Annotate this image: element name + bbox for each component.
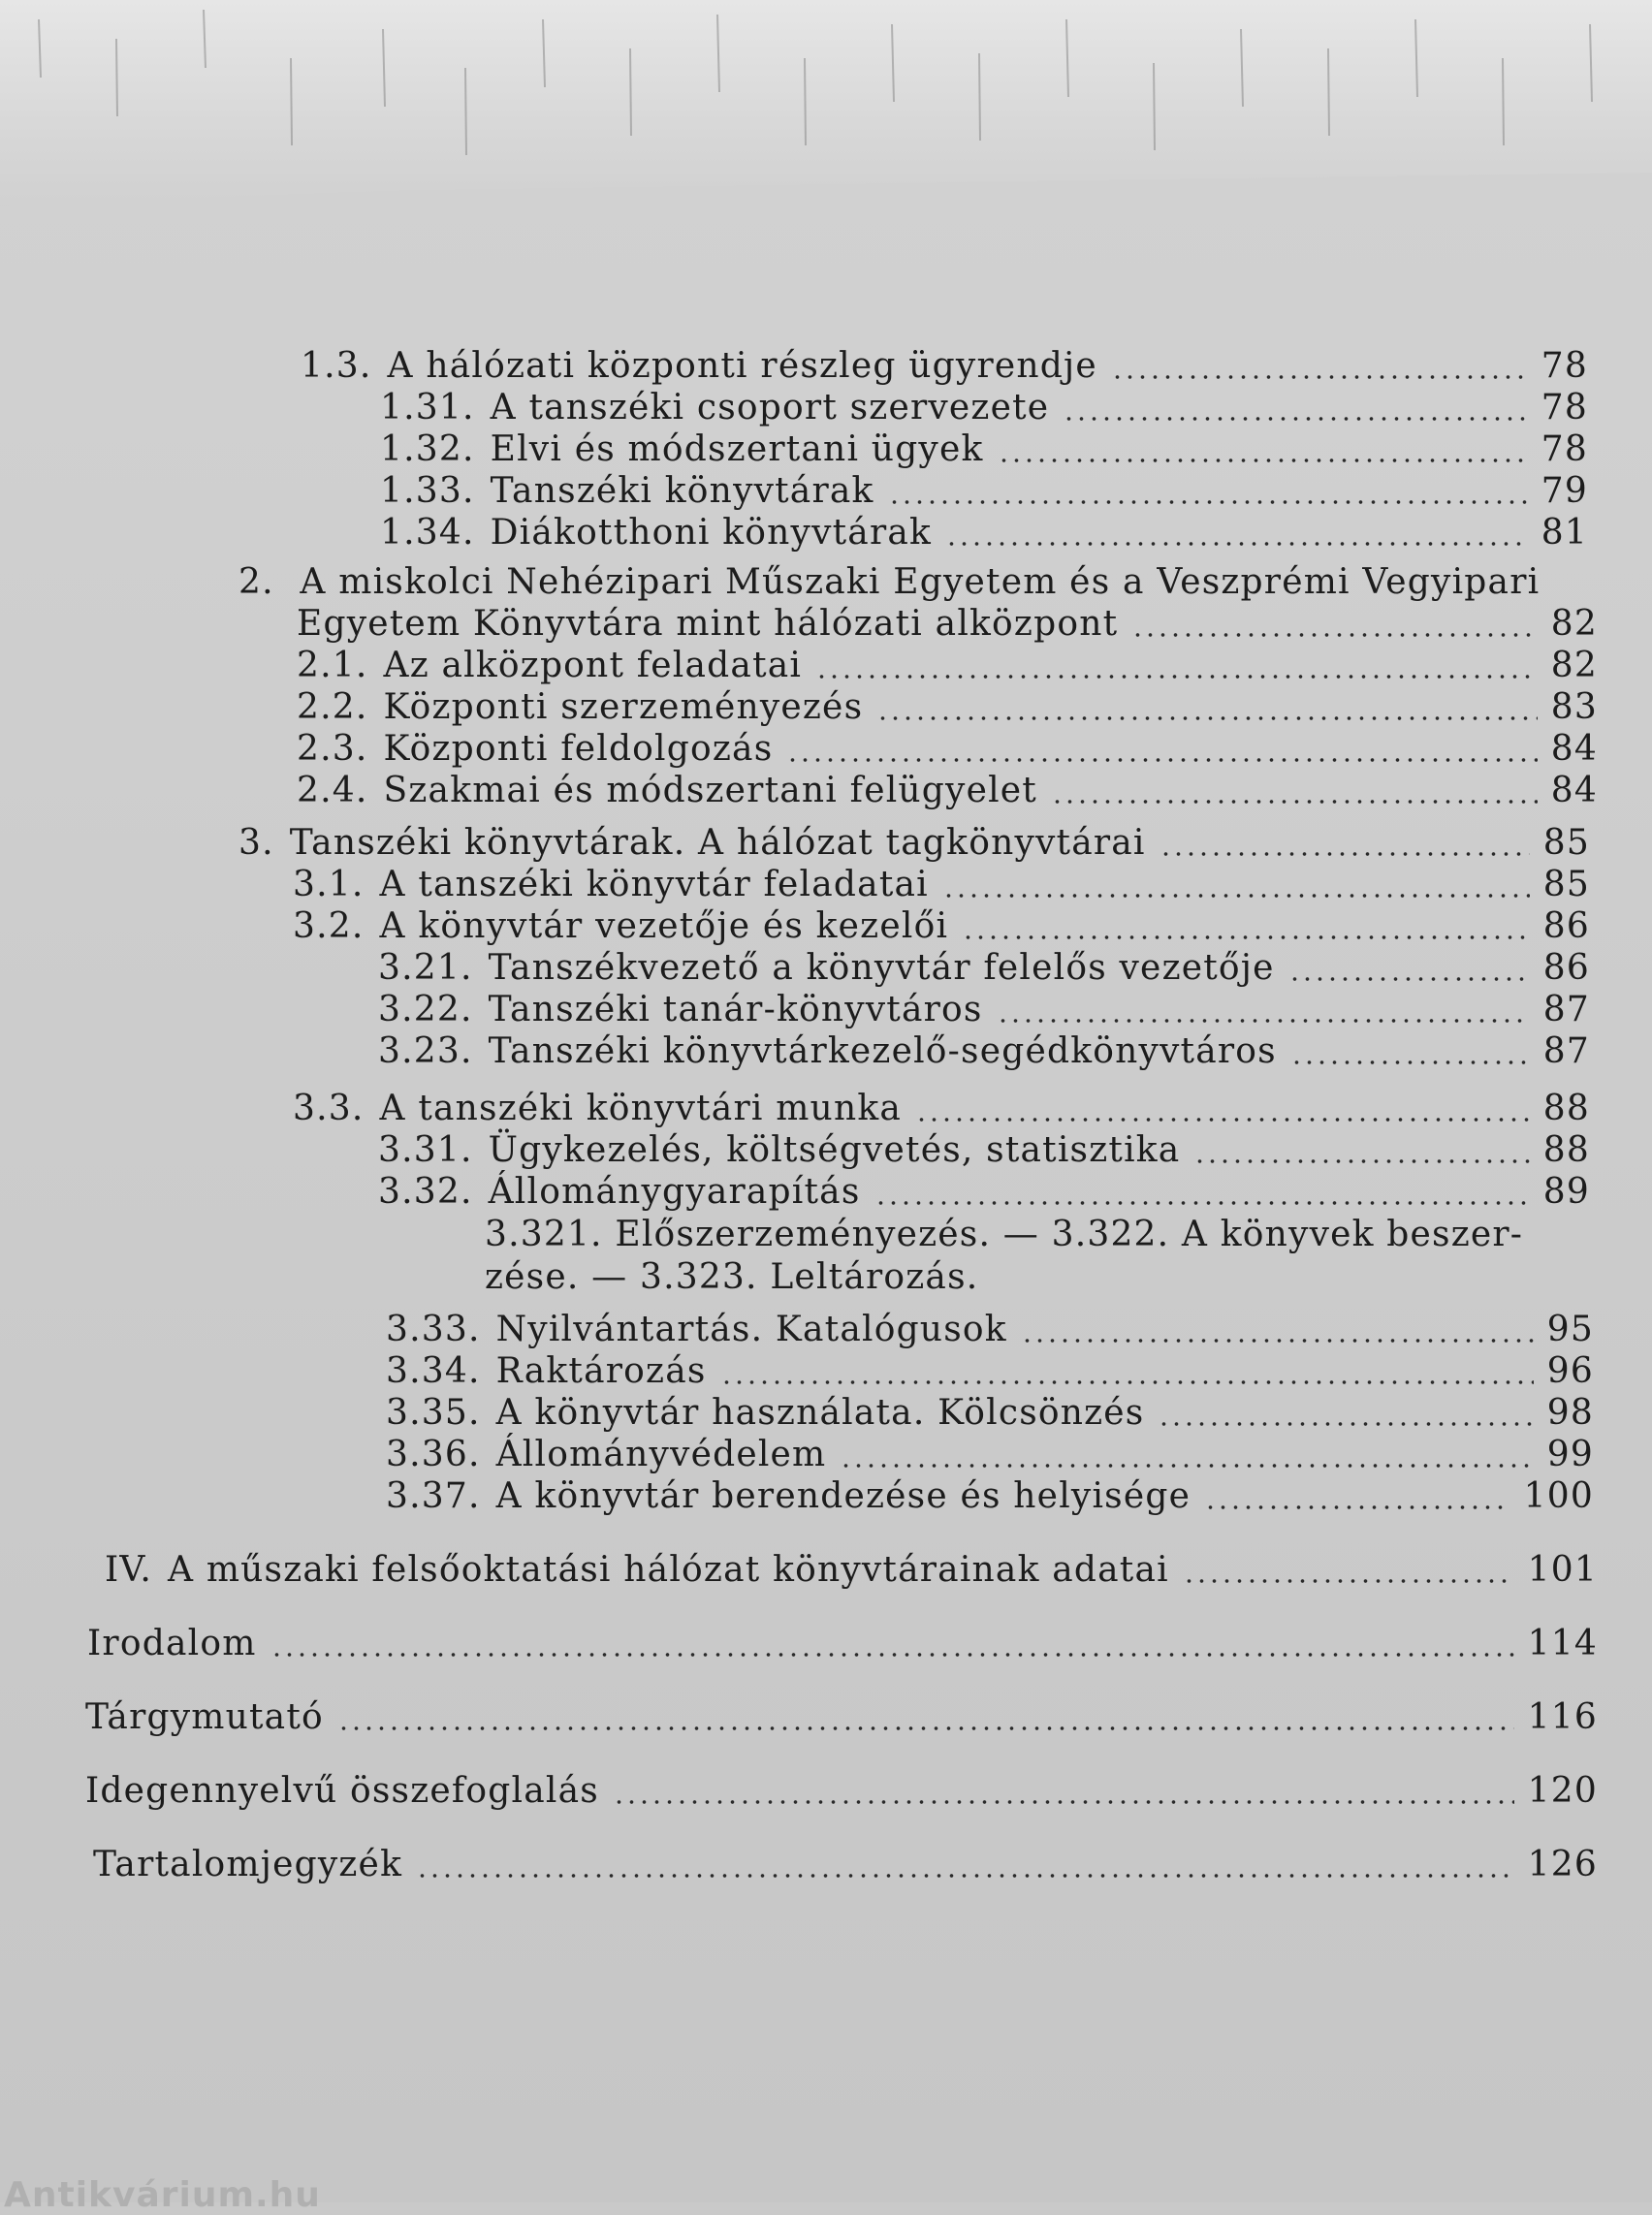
toc-entry-title: Tanszéki tanár-könyvtáros (488, 990, 983, 1029)
toc-entry-title: Idegennyelvű összefoglalás (85, 1771, 599, 1811)
dot-leader (613, 1800, 1514, 1804)
toc-entry (378, 1129, 1590, 1172)
toc-entry-page: 78 (1541, 346, 1588, 386)
toc-entry-number: 3.34. (386, 1351, 481, 1391)
toc-entry (238, 561, 1540, 604)
toc-entry-title: A hálózati központi részleg ügyrendje (387, 346, 1097, 386)
toc-entry-title: Nyilvántartás. Katalógusok (495, 1310, 1007, 1349)
toc-entry-number: 2.1. (297, 646, 368, 685)
dot-leader (1288, 977, 1530, 981)
toc-entry-title: Tanszékvezető a könyvtár felelős vezetője (488, 948, 1275, 988)
toc-entry-number: 3.36. (386, 1435, 481, 1474)
toc-entry-page: 99 (1546, 1435, 1594, 1474)
toc-entry (293, 1088, 1590, 1130)
toc-entry-title: Diákotthoni könyvtárak (490, 513, 933, 553)
dot-leader (1111, 375, 1528, 379)
toc-entry-page: 98 (1546, 1393, 1594, 1433)
toc-entry-title: Központi szerzeményezés (383, 687, 864, 727)
toc-entry-page: 82 (1550, 604, 1598, 644)
toc-entry-number: 3.32. (378, 1172, 473, 1212)
toc-entry (380, 470, 1588, 513)
dot-leader (874, 1201, 1530, 1205)
toc-entry (105, 1549, 1598, 1592)
dot-leader (720, 1380, 1534, 1384)
toc-entry-title: Tartalomjegyzék (93, 1845, 403, 1884)
toc-entry-number: 3.2. (293, 906, 365, 946)
toc-entry (301, 345, 1588, 388)
dot-leader (942, 894, 1530, 898)
watermark: Antikvárium.hu (4, 2175, 321, 2215)
toc-entry-title: Tanszéki könyvtárkezelő-segédkönyvtáros (488, 1031, 1277, 1071)
dot-leader (1063, 417, 1528, 421)
toc-entry (380, 512, 1588, 554)
toc-entry-title: Központi feldolgozás (383, 729, 774, 769)
dot-leader (1158, 1422, 1533, 1426)
dot-leader (997, 1019, 1530, 1023)
toc-entry-page: 87 (1542, 990, 1590, 1029)
toc-subentry-note: zése. — 3.323. Leltározás. (485, 1257, 979, 1297)
toc-entry (297, 728, 1598, 771)
toc-entry (87, 1623, 1598, 1665)
dot-leader (1021, 1339, 1534, 1343)
toc-entry-number: 1.31. (380, 388, 475, 427)
toc-entry (380, 428, 1588, 471)
dot-leader (1183, 1579, 1514, 1583)
toc-entry-page: 79 (1541, 471, 1588, 511)
toc-entry-title: A könyvtár használata. Kölcsönzés (495, 1393, 1145, 1433)
dot-leader (840, 1464, 1533, 1468)
dot-leader (1051, 800, 1538, 804)
toc-subentry-note: 3.321. Előszerzeményezés. — 3.322. A könyvek beszer- (485, 1215, 1524, 1254)
toc-entry-number: IV. (105, 1550, 152, 1590)
toc-entry-number: 3.21. (378, 948, 473, 988)
toc-entry-title: A könyvtár berendezése és helyisége (495, 1476, 1191, 1516)
toc-entry-page: 83 (1550, 687, 1598, 727)
toc-entry-page: 78 (1541, 388, 1588, 427)
toc-entry-page: 126 (1527, 1845, 1598, 1884)
toc-entry-page: 95 (1546, 1310, 1594, 1349)
toc-entry-title: Elvi és módszertani ügyek (490, 429, 984, 469)
toc-entry-number: 3.37. (386, 1476, 481, 1516)
toc-entry-title: Az alközpont feladatai (383, 646, 803, 685)
toc-entry-number: 1.34. (380, 513, 475, 553)
toc-entry-title: Irodalom (87, 1624, 257, 1663)
toc-entry-number: 3.22. (378, 990, 473, 1029)
toc-entry-page: 120 (1527, 1771, 1598, 1811)
toc-entry-title: Egyetem Könyvtára mint hálózati alközpont (297, 604, 1119, 644)
toc-entry (386, 1475, 1594, 1518)
toc-entry-title: Raktározás (495, 1351, 707, 1391)
toc-entry (297, 770, 1598, 812)
toc-entry-title: A miskolci Nehézipari Műszaki Egyetem és a Veszprémi Vegyipari (300, 562, 1541, 602)
toc-entry-page: 96 (1546, 1351, 1594, 1391)
toc-entry (386, 1350, 1594, 1393)
toc-entry-title: Állománygyarapítás (488, 1172, 861, 1212)
toc-entry (85, 1770, 1598, 1813)
dot-leader (962, 935, 1530, 939)
toc-entry-title: A tanszéki könyvtári munka (379, 1089, 903, 1128)
toc-entry-title: Szakmai és módszertani felügyelet (383, 771, 1037, 810)
toc-entry-number: 3.3. (293, 1089, 365, 1128)
toc-entry-page: 84 (1550, 771, 1598, 810)
dot-leader (1290, 1060, 1530, 1064)
toc-entry (293, 864, 1590, 906)
toc-entry-page: 84 (1550, 729, 1598, 769)
dot-leader (270, 1653, 1514, 1657)
dot-leader (915, 1118, 1530, 1122)
toc-entry-title: Tárgymutató (85, 1697, 324, 1737)
toc-entry-title: Állományvédelem (495, 1435, 827, 1474)
toc-entry (378, 1171, 1590, 1214)
dot-leader (888, 500, 1528, 504)
toc-entry-number: 3.33. (386, 1310, 481, 1349)
toc-entry (386, 1309, 1594, 1351)
toc-entry-title: A tanszéki csoport szervezete (490, 388, 1050, 427)
toc-entry (386, 1434, 1594, 1476)
toc-entry (297, 645, 1598, 687)
dot-leader (416, 1874, 1514, 1878)
toc-entry-page: 85 (1542, 823, 1590, 863)
toc-entry (85, 1696, 1598, 1739)
dot-leader (815, 675, 1538, 679)
toc-entry-page: 78 (1541, 429, 1588, 469)
toc-entry-page: 116 (1527, 1697, 1598, 1737)
dot-leader (1160, 852, 1530, 856)
toc-entry-page: 114 (1527, 1624, 1598, 1663)
toc-entry-number: 1.33. (380, 471, 475, 511)
toc-entry-number: 1.32. (380, 429, 475, 469)
toc-entry-page: 81 (1541, 513, 1588, 553)
toc-entry (293, 905, 1590, 948)
toc-entry-title: Tanszéki könyvtárak (490, 471, 874, 511)
toc-entry-title: Ügykezelés, költségvetés, statisztika (488, 1130, 1181, 1170)
toc-entry-number: 2.2. (297, 687, 368, 727)
toc-entry-number: 3.35. (386, 1393, 481, 1433)
toc-entry-number: 3. (238, 823, 274, 863)
toc-entry-page: 88 (1542, 1089, 1590, 1128)
toc-entry (378, 989, 1590, 1031)
toc-entry (297, 603, 1598, 646)
toc-entry-page: 85 (1542, 865, 1590, 904)
dot-leader (998, 459, 1528, 462)
dot-leader (786, 758, 1537, 762)
toc-entry (93, 1844, 1598, 1886)
toc-entry-page: 87 (1542, 1031, 1590, 1071)
toc-entry-number: 2. (238, 562, 274, 602)
toc-entry-page: 100 (1523, 1476, 1594, 1516)
toc-entry-title: A tanszéki könyvtár feladatai (379, 865, 929, 904)
toc-entry-page: 86 (1542, 906, 1590, 946)
toc-entry (238, 822, 1590, 865)
toc-entry-number: 3.31. (378, 1130, 473, 1170)
toc-entry (297, 686, 1598, 729)
toc-entry-number: 2.3. (297, 729, 368, 769)
toc-entry-page: 89 (1542, 1172, 1590, 1212)
dot-leader (1131, 633, 1538, 637)
toc-entry-page: 101 (1527, 1550, 1598, 1590)
toc-entry (386, 1392, 1594, 1435)
dot-leader (945, 542, 1528, 546)
toc-entry-number: 3.23. (378, 1031, 473, 1071)
toc-entry (378, 947, 1590, 990)
toc-entry (380, 387, 1588, 429)
toc-entry-number: 1.3. (301, 346, 372, 386)
dot-leader (1204, 1505, 1510, 1509)
toc-entry-title: A műszaki felsőoktatási hálózat könyvtárainak adatai (167, 1550, 1169, 1590)
toc-entry-number: 2.4. (297, 771, 368, 810)
toc-entry-title: A könyvtár vezetője és kezelői (379, 906, 949, 946)
toc-entry-title: Tanszéki könyvtárak. A hálózat tagkönyvtárai (289, 823, 1146, 863)
toc-entry-page: 88 (1542, 1130, 1590, 1170)
toc-entry-number: 3.1. (293, 865, 365, 904)
toc-entry (378, 1030, 1590, 1073)
dot-leader (1193, 1159, 1529, 1163)
toc-entry-page: 82 (1550, 646, 1598, 685)
dot-leader (876, 716, 1538, 720)
toc-entry-page: 86 (1542, 948, 1590, 988)
dot-leader (337, 1726, 1514, 1730)
